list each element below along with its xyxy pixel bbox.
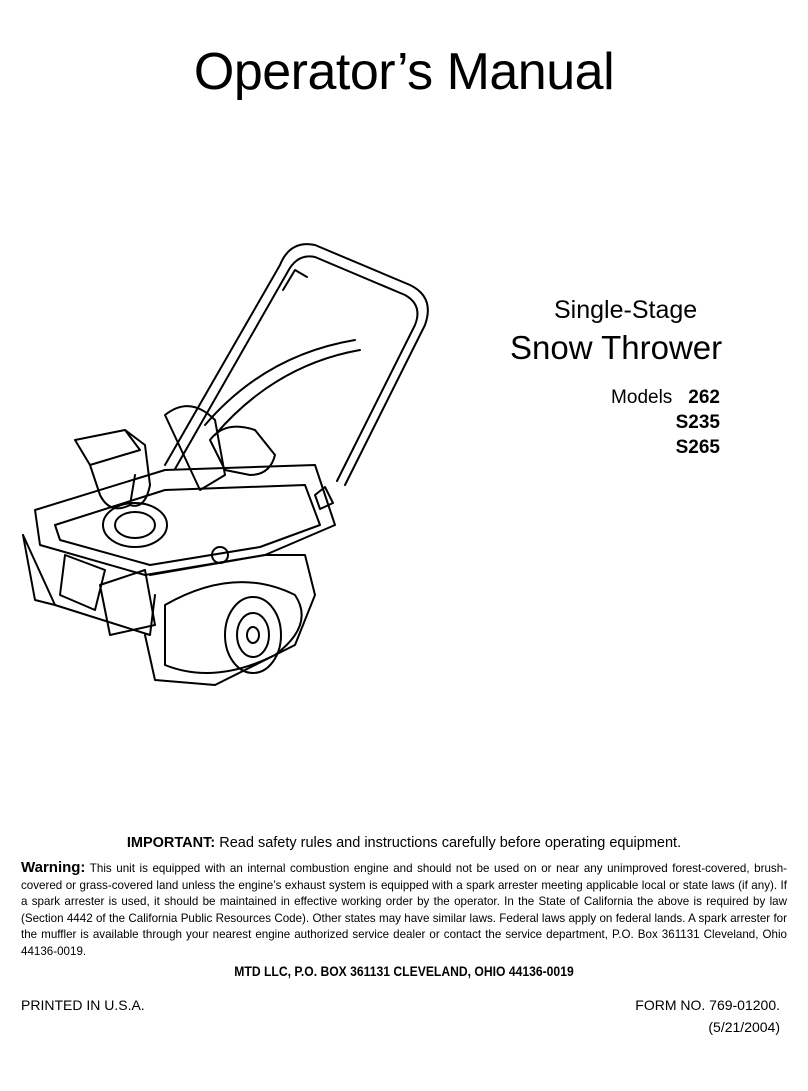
important-notice [0, 835, 808, 851]
company-address: MTD LLC, P.O. BOX 361131 CLEVELAND, OHIO 44136-0019 [234, 964, 574, 979]
model-number: S265 [675, 436, 720, 458]
models-row [580, 385, 720, 410]
document-title: Operator’s Manual [193, 43, 615, 101]
form-number: 769-01200. [709, 997, 780, 1013]
product-name: Snow Thrower [510, 329, 723, 366]
models-label: Models [611, 386, 673, 408]
models-list [580, 385, 720, 460]
model-number: S235 [675, 411, 720, 433]
product-heading [510, 296, 750, 367]
product-subtitle: Single-Stage [554, 296, 698, 324]
important-label: IMPORTANT: [126, 835, 216, 851]
snow-thrower-illustration [15, 225, 485, 705]
warning-text: This unit is equipped with an internal combustion engine and should not be used on or near any unimproved forest-covered, brush-covered or grass-covered land unless the engine’s exhaust system is equipped with a spark arrester meeting applicable local or state laws (if any). If a spark arrester is used, it should be maintained in effective working order by the operator. In the State of California the above is required by law (Section 4442 of the California Public Resources Code). Other states may have similar laws. Federal laws apply on federal lands. A spark arrester for the muffler is available through your nearest engine authorized service dealer or contact the service department, P.O. Box 361131 Cleveland, Ohio 44136-0019. [21, 862, 787, 958]
important-text: Read safety rules and instructions carefully before operating equipment. [215, 835, 682, 851]
models-row [580, 410, 720, 435]
model-number: 262 [688, 386, 720, 408]
form-label: FORM NO. [635, 997, 706, 1013]
warning-label: Warning: [21, 859, 86, 876]
form-date: (5/21/2004) [708, 1019, 780, 1035]
printed-in: PRINTED IN U.S.A. [21, 997, 145, 1013]
form-info [635, 997, 780, 1035]
warning-paragraph [21, 860, 787, 960]
models-row [580, 435, 720, 460]
